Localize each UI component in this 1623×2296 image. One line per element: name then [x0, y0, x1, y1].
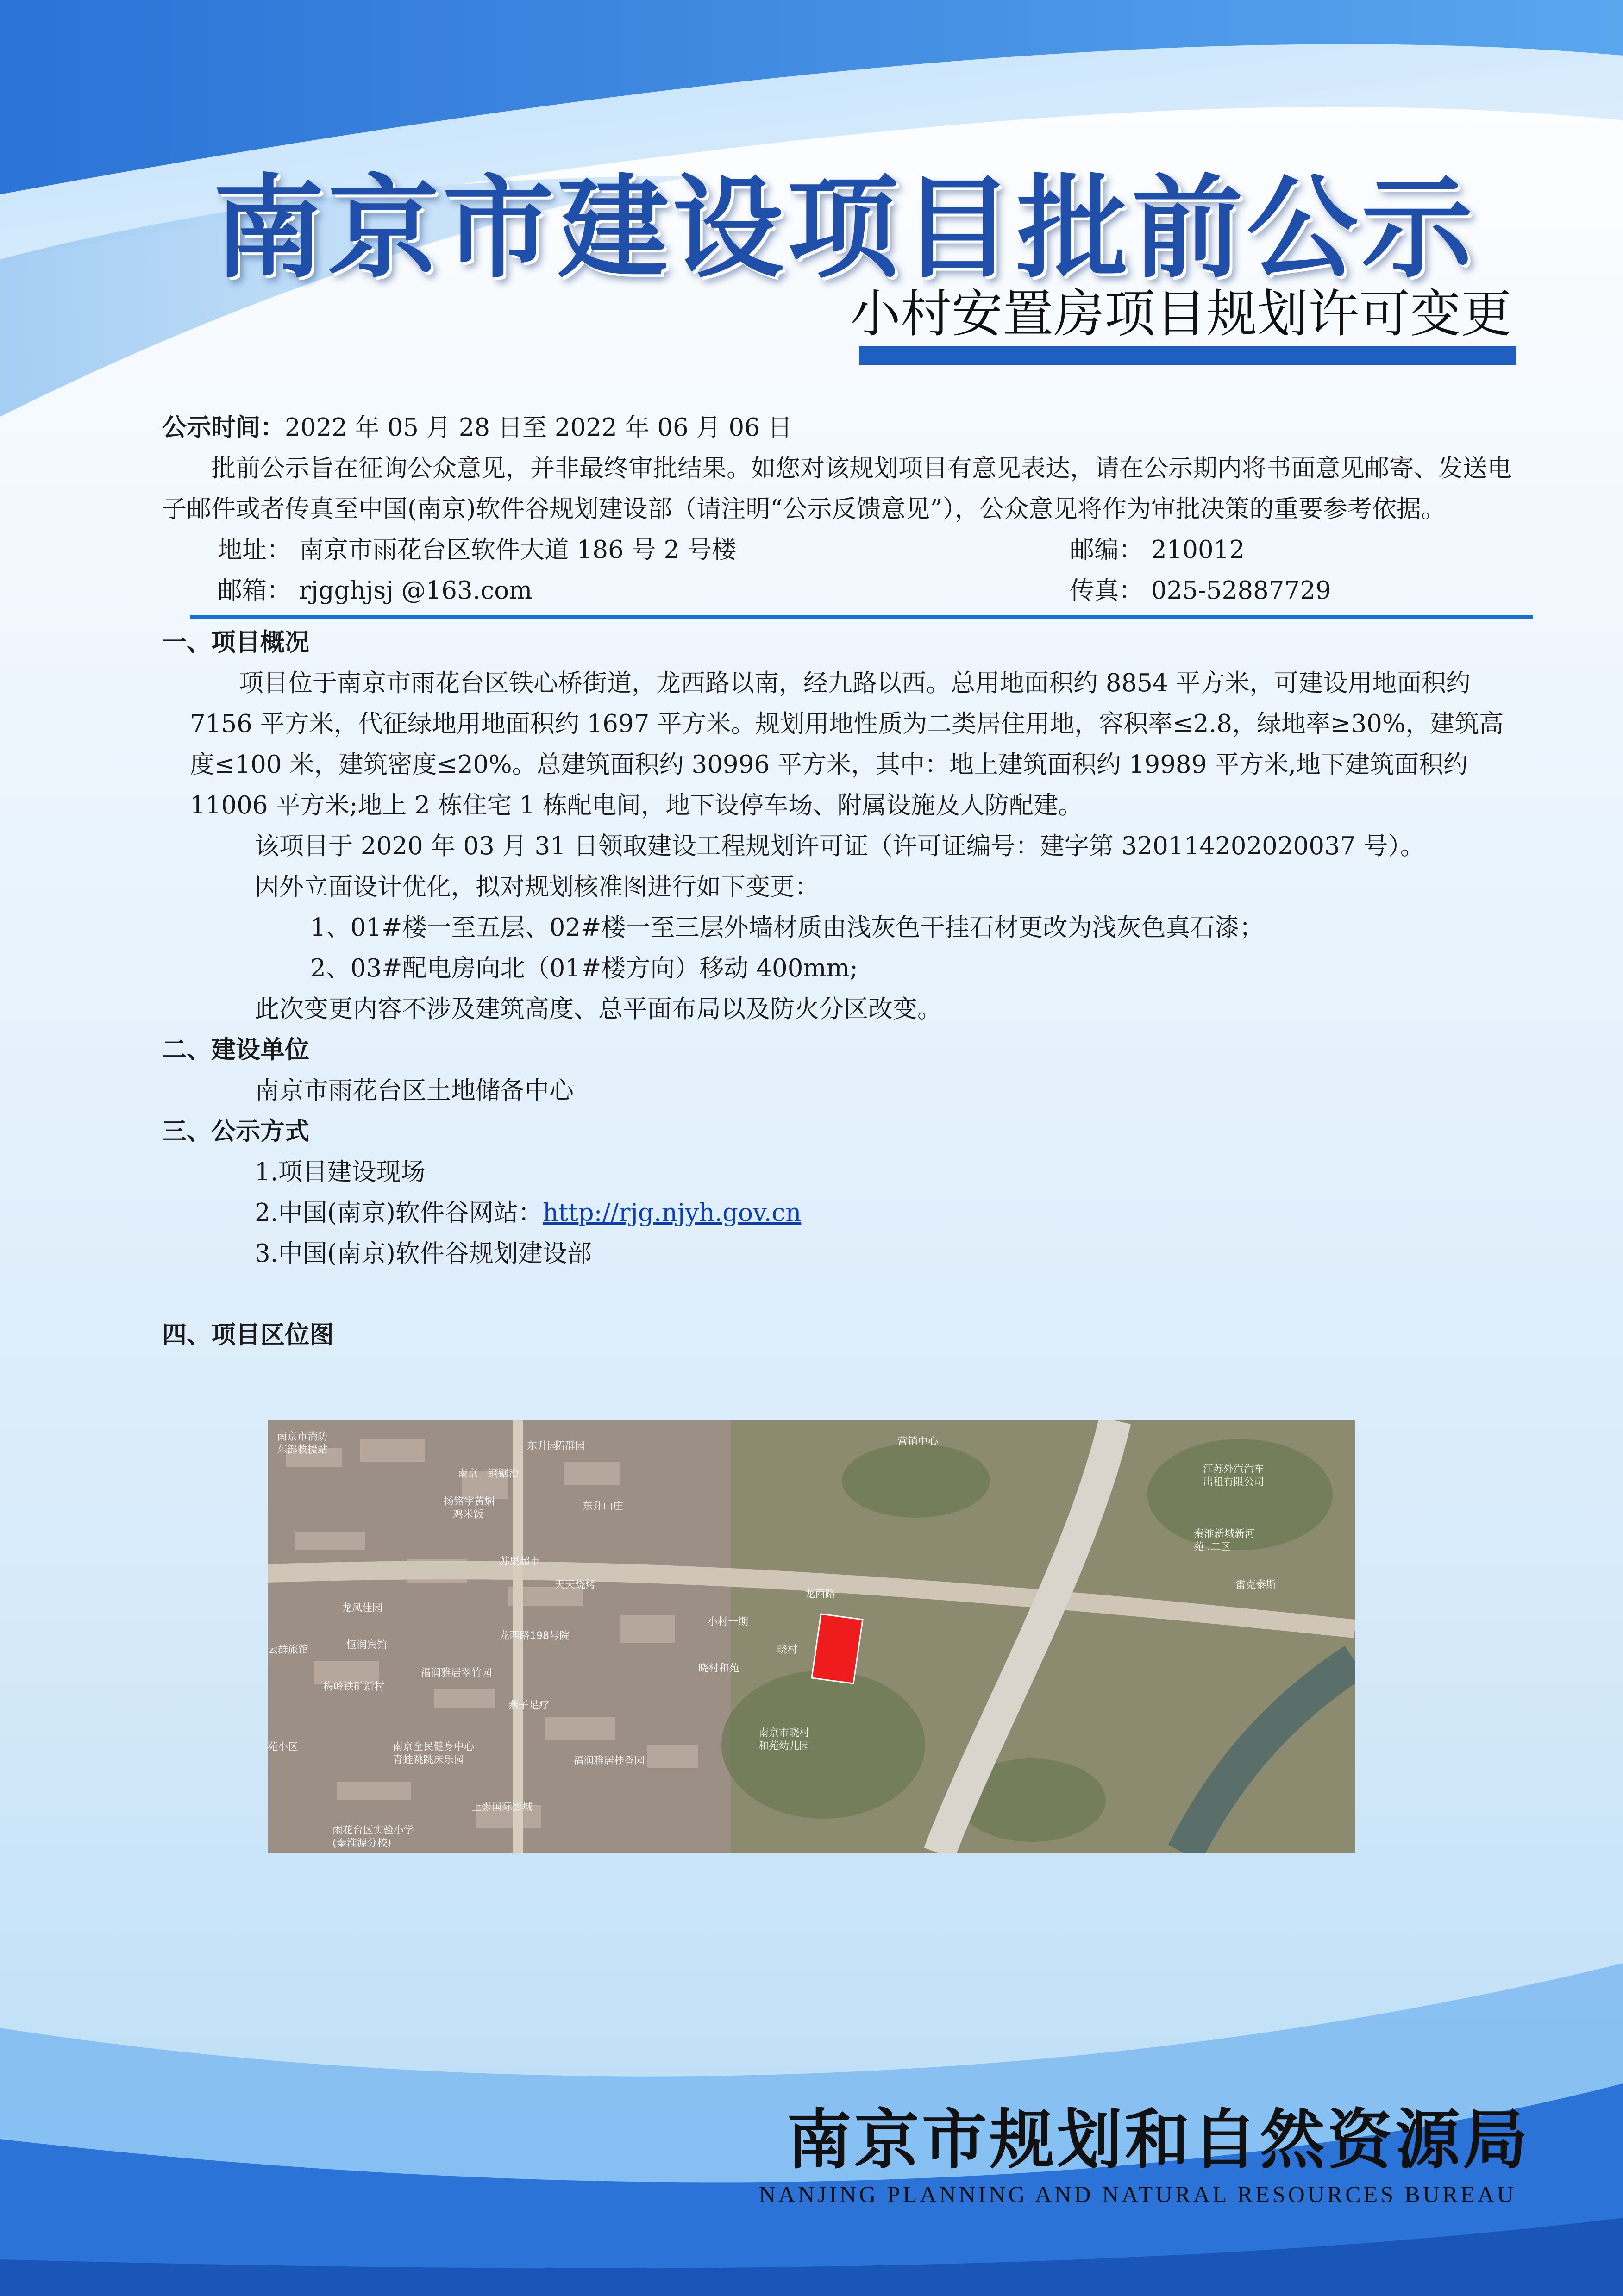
map-label: 晓村: [777, 1644, 798, 1656]
map-label: 晓村和苑: [698, 1663, 739, 1674]
map-label: 和苑幼儿园: [758, 1740, 810, 1752]
subtitle-underline-bar: [859, 346, 1516, 365]
map-label: 福润雅居翠竹园: [420, 1667, 492, 1679]
map-label: 江苏外汽汽车: [1203, 1464, 1265, 1475]
contact-email: 邮箱： rjgghjsj @163.com: [218, 576, 533, 605]
page-subtitle: 小村安置房项目规划许可变更: [850, 284, 1512, 344]
map-label: 燕子足疗: [508, 1700, 550, 1711]
section-3-item-2: [162, 1193, 1514, 1233]
map-label: 上影国际影城: [471, 1802, 533, 1813]
map-label: 营销中心: [897, 1436, 939, 1447]
map-label: 出租有限公司: [1203, 1476, 1265, 1488]
map-label: 南京全民健身中心: [393, 1741, 475, 1753]
map-label: 南京市消防: [277, 1431, 328, 1443]
map-label: 南京市晓村: [758, 1727, 810, 1739]
map-label: 龙西路: [805, 1589, 836, 1600]
map-label: 南京二钢锯治: [457, 1468, 519, 1480]
section-2-title: 二、建设单位: [162, 1036, 309, 1064]
contact-fax: 传真： 025-52887729: [1070, 576, 1331, 605]
map-label: 福润雅居桂香园: [573, 1755, 645, 1767]
section-1-paragraph-4: 此次变更内容不涉及建筑高度、总平面布局以及防火分区改变。: [255, 995, 942, 1023]
section-1-item-1: 1、01#楼一至五层、02#楼一至三层外墙材质由浅灰色干挂石材更改为浅灰色真石漆；: [310, 913, 1264, 942]
time-label: 公示时间：: [162, 413, 285, 442]
map-label: (秦淮源分校): [332, 1838, 392, 1849]
page-title: 南京市建设项目批前公示: [213, 163, 1477, 293]
section-1-item-2: 2、03#配电房向北（01#楼方向）移动 400mm;: [310, 954, 858, 982]
map-label: 雨花台区实验小学: [332, 1825, 414, 1836]
time-value: 2022 年 05 月 28 日至 2022 年 06 月 06 日: [285, 413, 792, 442]
section-3-item-1: 1.项目建设现场: [255, 1158, 426, 1186]
map-label: 小村一期: [708, 1616, 749, 1628]
map-label: 梅岭铁矿新村: [323, 1681, 385, 1693]
map-label: 东部救援站: [277, 1444, 328, 1456]
section-3-title: 三、公示方式: [162, 1117, 309, 1145]
map-label: 天天烧烤: [555, 1579, 596, 1591]
notice-content: [162, 407, 1514, 1356]
website-link[interactable]: http://rjg.njyh.gov.cn: [542, 1199, 802, 1227]
section-1-title: 一、项目概况: [162, 628, 309, 657]
map-label: 拓群园: [555, 1440, 586, 1452]
map-label: 鸡米饭: [453, 1509, 484, 1520]
section-1-paragraph-1: 项目位于南京市雨花台区铁心桥街道，龙西路以南，经九路以西。总用地面积约 8854 平方米，可建设用地面积约 7156 平方米，代征绿地用地面积约 1697 平方米。规划用地性质为二类居住用地，容积率≤2.8，绿地率≥30%，建筑高度≤100 米，建筑密度≤20%。总建筑面积约 30996 平方米，其中：地上建筑面积约 19989 平方米,地下建筑面积约 11006 平方米;地上 2 栋住宅 1 栋配电间，地下设停车场、附属设施及人防配建。: [190, 669, 1504, 820]
map-label: 扬铭宇黄焖: [444, 1496, 495, 1508]
map-label: 青蛙跳跳床乐园: [393, 1754, 464, 1766]
footer-org-name-cn: 南京市规划和自然资源局: [786, 2102, 1530, 2178]
map-label: 恒润宾馆: [346, 1639, 388, 1651]
map-label: 雷克泰斯: [1235, 1579, 1277, 1591]
map-label: 东升山庄: [583, 1501, 624, 1512]
map-label: 东升园: [527, 1440, 558, 1452]
map-label: 云群旅馆: [268, 1644, 309, 1656]
footer-org-name-en: NANJING PLANNING AND NATURAL RESOURCES BUREAU: [758, 2181, 1516, 2207]
website-label: 2.中国(南京)软件谷网站：: [255, 1199, 543, 1227]
section-1-paragraph-3: 因外立面设计优化，拟对规划核准图进行如下变更：: [255, 873, 819, 901]
section-divider: [190, 615, 1533, 619]
map-label: 秦淮新城新河: [1194, 1528, 1255, 1540]
notice-time: [162, 407, 1514, 448]
spacer: [162, 1274, 1514, 1315]
map-label: 龙凤佳园: [342, 1602, 383, 1614]
map-label: 苏果超市: [499, 1556, 540, 1568]
contact-address: 地址： 南京市雨花台区软件大道 186 号 2 号楼: [218, 536, 737, 564]
project-location-map: [268, 1420, 1355, 1853]
contact-postcode: 邮编： 210012: [1070, 536, 1245, 564]
section-3-item-3: 3.中国(南京)软件谷规划建设部: [255, 1239, 592, 1268]
map-label: 苑小区: [268, 1741, 299, 1753]
section-1-paragraph-2: 该项目于 2020 年 03 月 31 日领取建设工程规划许可证（许可证编号：建字第 320114202020037 号）。: [255, 832, 1425, 860]
section-2-body: 南京市雨花台区土地储备中心: [255, 1076, 574, 1105]
map-label: 龙西路198号院: [499, 1630, 570, 1642]
section-4-title: 四、项目区位图: [162, 1321, 334, 1349]
map-label: 苑 .二区: [1194, 1541, 1231, 1553]
notice-intro: 批前公示旨在征询公众意见，并非最终审批结果。如您对该规划项目有意见表达，请在公示期内将书面意见邮寄、发送电子邮件或者传真至中国(南京)软件谷规划建设部（请注明“公示反馈意见”），公众意见将作为审批决策的重要参考依据。: [162, 454, 1512, 523]
contact-row-2: [162, 570, 1514, 611]
contact-row-1: [162, 530, 1514, 570]
